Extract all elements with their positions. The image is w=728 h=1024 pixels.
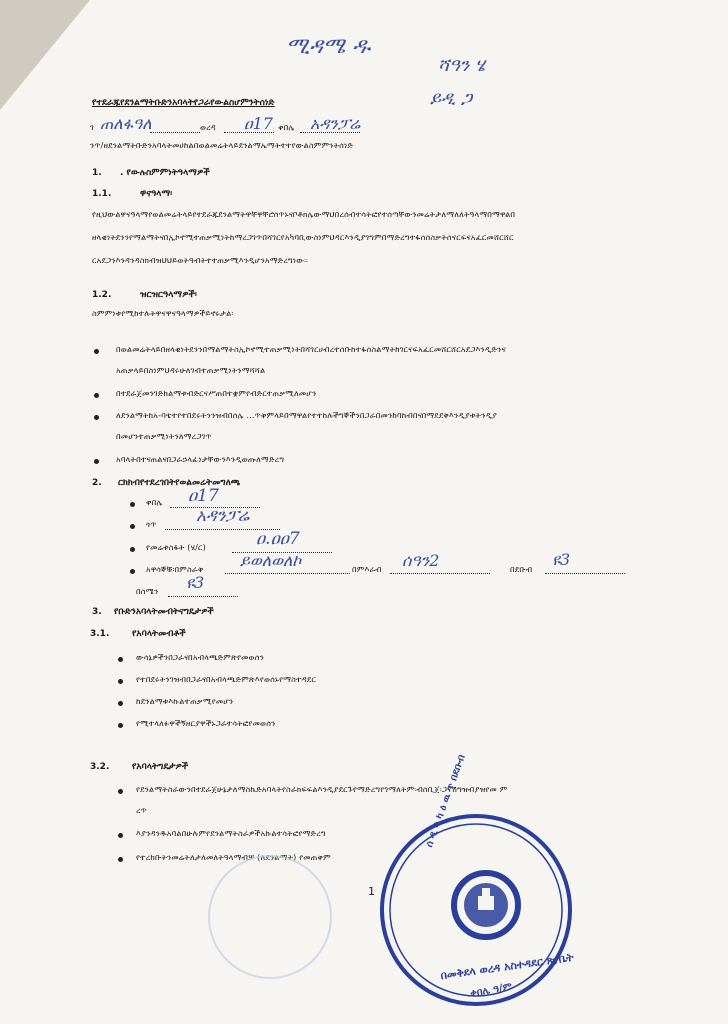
section-1-number: 1. bbox=[92, 168, 102, 178]
bullet-dot bbox=[118, 857, 123, 862]
bullet-dot bbox=[130, 502, 135, 507]
stamp-outer-text: ሰ ዲ ሳ ካ ዕ ዉ ጥ በደቡብ bbox=[424, 753, 468, 849]
bullet-dot bbox=[130, 569, 135, 574]
bullet-dot bbox=[94, 349, 99, 354]
section-1-1-title: ዋናዓላማ፡ bbox=[140, 189, 173, 199]
s32-bullet-1-cont: ረጥ bbox=[136, 806, 147, 815]
field-south-value: ዩ3 bbox=[552, 550, 571, 569]
section-3-2-number: 3.2. bbox=[90, 762, 110, 772]
handwritten-note-right-1: ሻዓን ሄ bbox=[438, 55, 485, 76]
bullet-dot bbox=[118, 833, 123, 838]
s12-bullet-3-cont: በመሆንተጠቃሚነትንለማረጋገጥ bbox=[116, 432, 212, 441]
stamp-bottom-text: ቀበሌ ዓ/ም bbox=[469, 981, 513, 1000]
field-area-label: የመሬቱስፋት (ሄ/ር) bbox=[146, 543, 206, 552]
field-west-value: ሰዓን2 bbox=[402, 551, 440, 570]
bullet-dot bbox=[130, 524, 135, 529]
page-number: 1 bbox=[368, 885, 375, 898]
section-3-1-title: የአባላትመብቶች bbox=[132, 629, 186, 639]
handwritten-note-top: ሚዳሜ ዱ bbox=[286, 34, 371, 59]
bullet-dot bbox=[94, 415, 99, 420]
s31-bullet-2: የተበደሩትንገዝብበጋራናበአብላጫድምጽእየወሰኑየማስተዳደር bbox=[136, 675, 316, 684]
section-1-title: . የውሉስምምነትዓላማዎች bbox=[120, 168, 210, 178]
section-3-title: የቡድንአባላትመብትናግዴታዎች bbox=[114, 607, 214, 617]
s11-body-line-2: ዘላቂነትደንንየማልማትናበኢኮኖሚተጠቃሚነትከማረጋገጥበሻገርየአካባቢውስነምህዳርእንዲያገግምበማድረግተፋሰሰስቃትሰናርፍናአፈርመሸርሸር bbox=[92, 233, 514, 242]
header-kebele-handwritten: ጠለፋዓለ bbox=[100, 114, 152, 133]
bullet-dot bbox=[118, 723, 123, 728]
header-prefix: ገ bbox=[90, 123, 94, 132]
section-1-1-number: 1.1. bbox=[92, 189, 112, 199]
section-3-1-number: 3.1. bbox=[90, 629, 110, 639]
document-title: የተደራጁየደንልማትቡድንአባላትየጋራየውልስሆምንትሰነድ bbox=[92, 98, 275, 108]
s12-intro: ስምምነቱየሚከተሉትዋናዋናዓላማዎችይኖሩታል፡ bbox=[92, 309, 234, 318]
s12-bullet-3: ለደንልማትከአ-ባቴተየተበደሩትንንዝብበሰሌ ...ጥቅምላይበማዋልየተተከሉችግኞችንበጋራበመንከባከብበናበማደደቅእንዲያቱትንዲያ bbox=[116, 411, 498, 420]
header-kebele-handwritten-2: አዳንፓሬ bbox=[310, 114, 361, 133]
s31-bullet-1: ውሳኔዎችንበጋራናበአብላጫድምጽየመወሰን bbox=[136, 653, 264, 662]
section-2-title: ርክክብየተደረገበትየወልመሬትመግለጫ bbox=[118, 478, 241, 488]
field-area-value: ዐ.ዐዐ7 bbox=[256, 529, 300, 549]
s12-bullet-1-cont: አጠቃላይበስነምህዳሩሁለገብተጠቃሚነትንማሻሻል bbox=[116, 366, 266, 375]
field-south-label: በደቡብ bbox=[510, 565, 533, 574]
bullet-dot bbox=[94, 393, 99, 398]
faint-stamp bbox=[208, 855, 332, 979]
s12-bullet-4: አባላትበተናጠልናበጋራኃላፊነታቸውንእንዲወጡለማድረግ bbox=[116, 455, 285, 464]
stamp-ring-text: በመቅደላ ወረዳ አስተዳደር ጽ/ቤት bbox=[439, 950, 575, 983]
field-got-label: ጎጥ bbox=[146, 520, 157, 529]
section-3-2-title: የአባላትግዴታዎች bbox=[132, 762, 189, 772]
field-north-value: ዩ3 bbox=[186, 573, 205, 592]
field-north-label: በሰሜን bbox=[136, 587, 159, 596]
official-stamp bbox=[376, 810, 576, 1010]
section-1-2-title: ዝርዝርዓላማዎች፡ bbox=[140, 290, 197, 300]
bullet-dot bbox=[94, 459, 99, 464]
folded-corner bbox=[0, 0, 90, 110]
intro-line: ንጥ/ዘደንልማትቡድንአባላትመሀከልበወልመሬትላይደንልማኤማትተተየውልስምምንትሰነድ bbox=[90, 141, 354, 150]
handwritten-note-right-2: ይዲ ጋ bbox=[430, 88, 473, 109]
section-2-number: 2. bbox=[92, 478, 102, 488]
field-kebele-value: ዐ17 bbox=[188, 486, 219, 506]
s12-bullet-2: በተደራጀመንገድከልማቱብድርናሥጠበተቋምየብድርተጠቃሚለመሆን bbox=[116, 389, 317, 398]
bullet-dot bbox=[118, 657, 123, 662]
s32-bullet-3: የተረከቡትንመሬትለታለመለትዓላማብቻ (ለደንልማት) የመጠቀም bbox=[136, 853, 331, 862]
section-1-2-number: 1.2. bbox=[92, 290, 112, 300]
s11-body-line-3: ርአደጋንእንዳንዳስክብዝህህይወትዓብትተተጠቃሚእንዲሆንአማድረግነው። bbox=[92, 256, 309, 265]
s32-bullet-1: የደንልማትስራውንበተደራጀሁኔታለማስኬድአባላትየስራክፍፍልእንዲያደርጉየማድረግየገማለትም፡ብሰቢጀ፡ጋናሽግዝብያዝየመ ም bbox=[136, 785, 508, 794]
bullet-dot bbox=[130, 547, 135, 552]
bullet-dot bbox=[118, 701, 123, 706]
s32-bullet-2: እያንዳንዱአባልበሁሉምየደንልማትስራዎችአኩልተሳትፎየማድረግ bbox=[136, 829, 326, 838]
field-east-label: አዋሳኞቹ፡በምስራቅ bbox=[146, 565, 204, 574]
header-woreda-handwritten: ዐ17 bbox=[244, 114, 273, 133]
bullet-dot bbox=[118, 679, 123, 684]
s12-bullet-1: በወልመሬትላይበዘላቂነትደንንበማልማትስኢኮኖሚተጠቃሚነትበሻገርሀብረተሰቡከተፋሰስልማትከገርናፍአፈርመሸርሸርአደጋእንዲድንና bbox=[116, 345, 506, 354]
field-kebele-label: ቀበሌ bbox=[146, 498, 163, 507]
field-east-value: ይወለወለኮ bbox=[240, 551, 302, 570]
s31-bullet-3: ከደንልማቱእኩልተጠቃሚየመሆን bbox=[136, 697, 234, 706]
bullet-dot bbox=[118, 789, 123, 794]
field-got-value: አዳንፓሬ bbox=[196, 506, 250, 526]
s31-bullet-4: የሚተላለፉዋችኝዘርያዋችኑጋራተሳትፎየመወሰን bbox=[136, 719, 276, 728]
field-west-label: በምእራብ bbox=[352, 565, 382, 574]
s11-body-line-1: የዚህውልዋናዓላማየወልመሬትላይየተደራጁደንልማትዋቸዋቸሮሰጥኑናቦቶክሌውማህበረሰብተሳትፎየተሰጣቸውንመሬትታለማለለትዓላማበማዋልበ bbox=[92, 210, 516, 219]
header-woreda-label: ወረዳ bbox=[200, 123, 216, 132]
section-3-number: 3. bbox=[92, 607, 102, 617]
header-kebele-label: ቀበሌ bbox=[278, 123, 295, 132]
